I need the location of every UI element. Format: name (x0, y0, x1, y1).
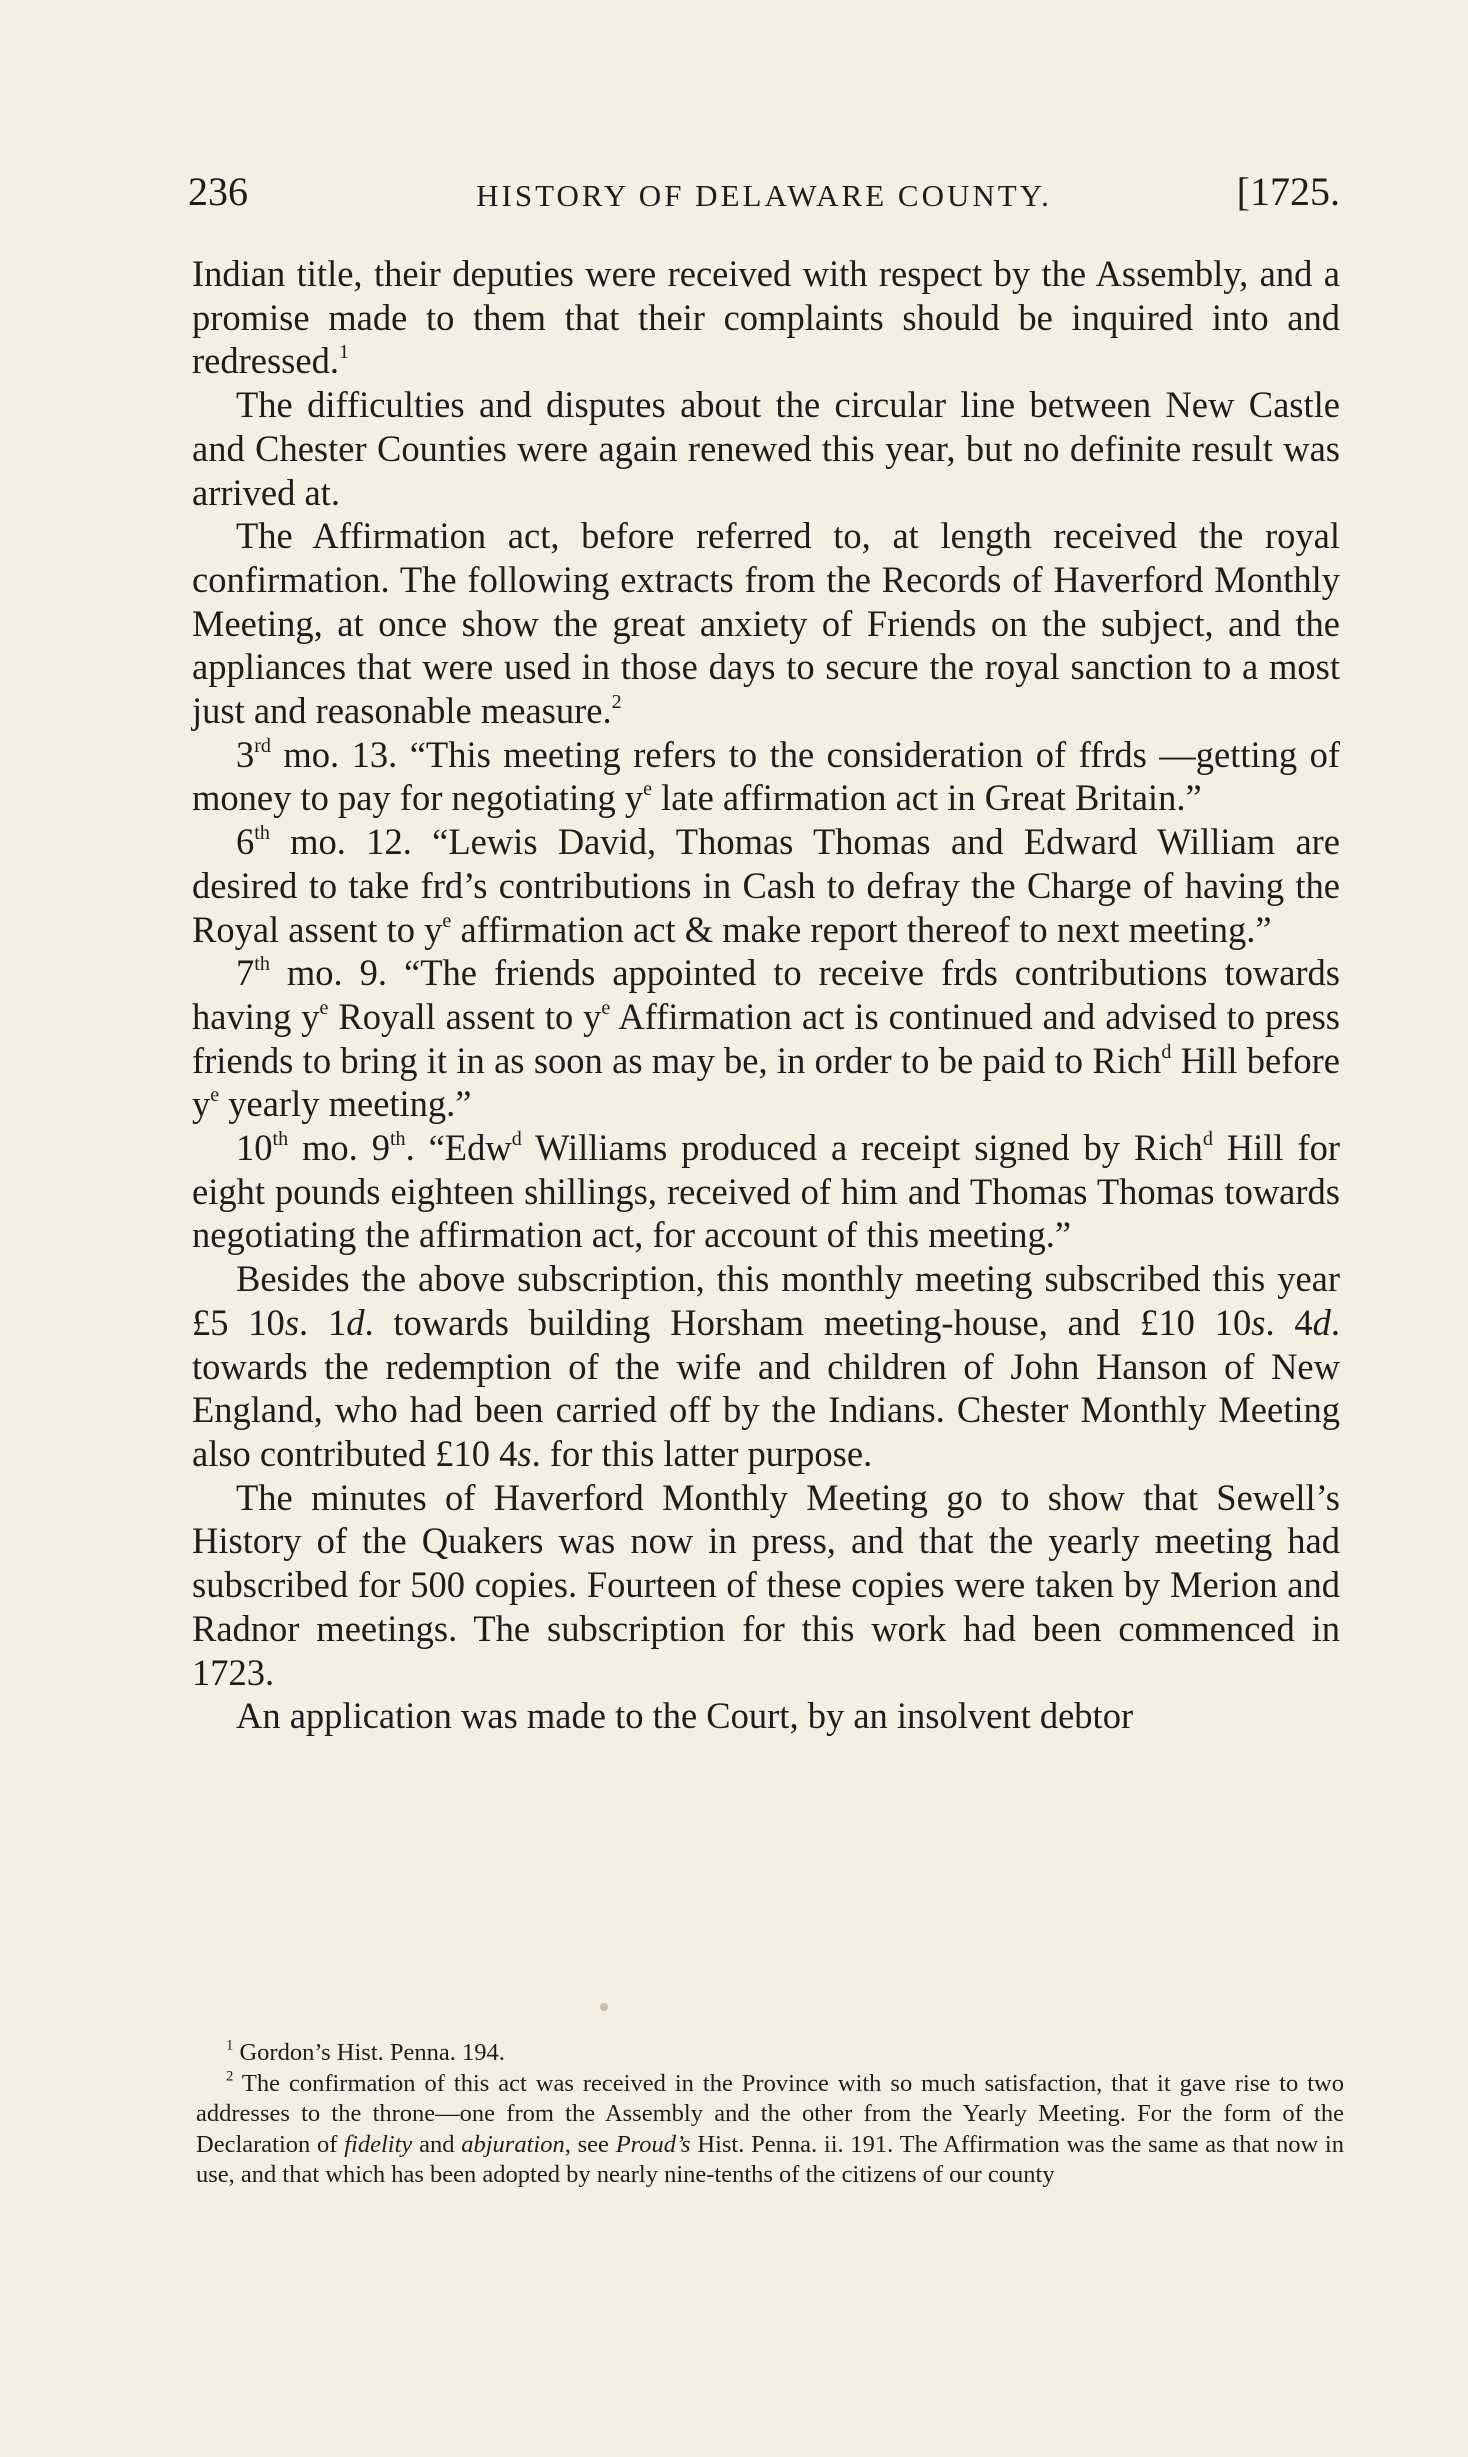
superscript: e (319, 996, 329, 1019)
superscript: 1 (226, 2037, 234, 2054)
text-run: affirmation act & make report thereof to next meeting.” (451, 908, 1272, 950)
italic-text: abjuration (461, 2130, 565, 2158)
superscript: th (254, 953, 270, 976)
text-run: Hist. Penna. ii. 191. The Affirmation was the same as that now in use, and that which has been adopted by nearly nine-tenths of the citizens of our county (196, 2130, 1344, 2188)
superscript: th (272, 1128, 289, 1151)
paragraph (192, 1694, 1340, 1738)
paragraph (192, 1476, 1340, 1695)
text-run: Indian title, their deputies were received with respect by the Assembly, and a promise made to them that their complaints should be inquired into and redressed. (192, 253, 1340, 382)
paragraph (192, 1126, 1340, 1257)
text-run: mo. 9 (288, 1127, 390, 1169)
text-run: The difficulties and disputes about the circular line between New Castle and Chester Counties were again renewed this year, but no definite result was arrived at. (192, 384, 1340, 513)
superscript: rd (254, 734, 271, 757)
running-header (188, 168, 1340, 228)
paragraph (192, 514, 1340, 733)
italic-text: fidelity (344, 2130, 413, 2158)
italic-text: Proud’s (615, 2130, 691, 2158)
text-run: and (412, 2130, 462, 2158)
superscript: e (643, 778, 652, 801)
text-run: 7 (236, 952, 255, 994)
text-run: , see (564, 2130, 616, 2158)
text-run: mo. 12. “Lewis David, Thomas Thomas and Edward William are desired to take frd’s contributions in Cash to defray the Charge of having the Royal assent to y (192, 821, 1340, 950)
text-run: . “Edw (405, 1127, 512, 1169)
text-run: . 1 (299, 1301, 347, 1343)
paragraph (192, 733, 1340, 820)
body-text (192, 252, 1340, 1738)
italic-text: d (346, 1301, 365, 1343)
footnotes (196, 2038, 1344, 2191)
italic-text: s (517, 1432, 532, 1474)
paragraph (192, 951, 1340, 1126)
running-title: HISTORY OF DELAWARE COUNTY. (476, 178, 1052, 213)
text-run: late affirmation act in Great Britain.” (652, 777, 1202, 819)
paragraph (192, 383, 1340, 514)
text-run: Hill before y (192, 1039, 1340, 1125)
footnote (196, 2069, 1344, 2191)
superscript: d (511, 1128, 522, 1151)
text-run: mo. 13. “This meeting refers to the consideration of ffrds —getting of money to pay for negotiating y (192, 733, 1340, 819)
superscript: e (210, 1084, 220, 1107)
superscript: 1 (338, 341, 349, 364)
text-run: Gordon’s Hist. Penna. 194. (233, 2039, 505, 2066)
text-run: The minutes of Haverford Monthly Meeting go to show that Sewell’s History of the Quakers was now in press, and that the yearly meeting had subscribed for 500 copies. Fourteen of these copies were taken by Merion and Radnor meetings. The subscription for this work had been commenced in 1723. (192, 1476, 1340, 1693)
superscript: d (1161, 1040, 1172, 1063)
paragraph (192, 820, 1340, 951)
superscript: th (389, 1128, 406, 1151)
text-run: Williams produced a receipt signed by Rich (521, 1127, 1203, 1169)
text-run: Royall assent to y (328, 995, 602, 1037)
text-run: 10 (236, 1127, 273, 1169)
text-run: . towards building Horsham meeting-house, and £10 10 (364, 1301, 1252, 1343)
text-run: Hill for eight pounds eighteen shillings, received of him and Thomas Thomas towards negotiating the affirmation act, for account of this meeting.” (192, 1127, 1341, 1256)
text-run: . for this latter purpose. (531, 1432, 873, 1474)
text-run: . towards the redemption of the wife and children of John Hanson of New England, who had been carried off by the Indians. Chester Monthly Meeting also contributed £10 4 (192, 1301, 1341, 1474)
superscript: e (442, 909, 452, 932)
paragraph (192, 1257, 1340, 1476)
text-run: The confirmation of this act was received in the Province with so much satisfaction, that it gave rise to two addresses to the throne—one from the Assembly and the other from the Yearly Meeting. For the form of the Declaration of (196, 2069, 1344, 2158)
superscript: e (601, 996, 611, 1019)
footnote (196, 2038, 1344, 2069)
text-run: Besides the above subscription, this monthly meeting subscribed this year £5 10 (192, 1258, 1340, 1343)
text-run: 6 (236, 821, 255, 863)
text-run: Affirmation act is continued and advised to press friends to bring it in as soon as may be, in order to be paid to Rich (192, 995, 1340, 1081)
text-run: 3 (236, 733, 255, 775)
footnote-separator-mark (600, 2003, 608, 2011)
paragraph (192, 252, 1340, 383)
text-run: An application was made to the Court, by an insolvent debtor (236, 1695, 1134, 1737)
superscript: d (1202, 1128, 1213, 1151)
text-run: yearly meeting.” (219, 1083, 472, 1125)
superscript: th (254, 822, 270, 845)
header-year: [1725. (1236, 169, 1340, 214)
italic-text: d (1312, 1301, 1331, 1343)
text-run: The Affirmation act, before referred to, at length received the royal confirmation. The following extracts from the Records of Haverford Monthly Meeting, at once show the great anxiety of Friends on the subject, and the appliances that were used in those days to secure the royal sanction to a most just and reasonable measure. (192, 515, 1340, 732)
italic-text: s (1251, 1301, 1266, 1343)
italic-text: s (284, 1301, 300, 1343)
superscript: 2 (611, 690, 622, 713)
page-number: 236 (188, 169, 248, 214)
text-run: mo. 9. “The friends appointed to receive frds contributions towards having y (192, 952, 1340, 1037)
text-run: . 4 (1265, 1301, 1313, 1343)
superscript: 2 (226, 2068, 234, 2085)
